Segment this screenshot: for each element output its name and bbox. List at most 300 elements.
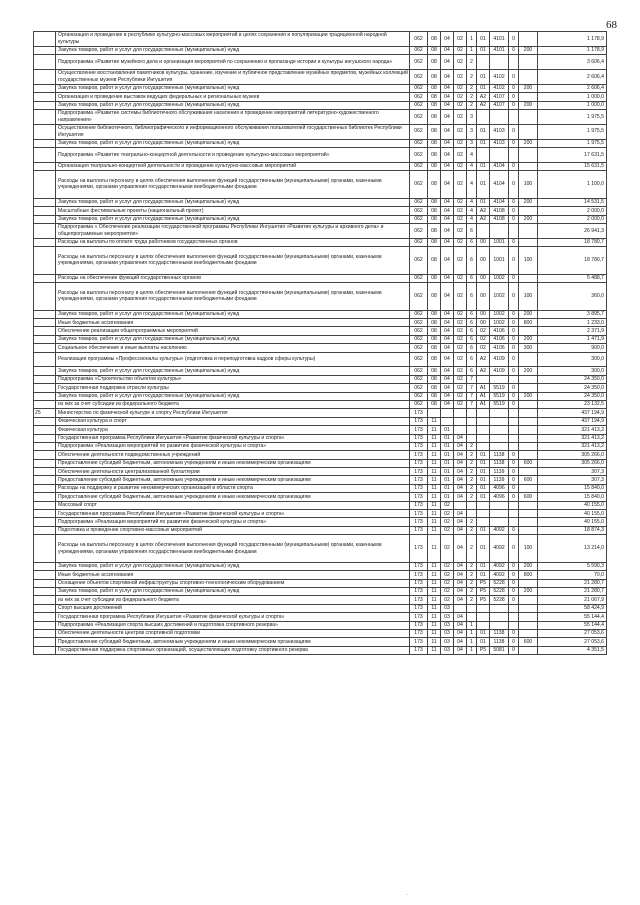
code-expense-type: 200 — [519, 139, 538, 147]
code-ministry: 062 — [410, 139, 428, 147]
code-section: 08 — [428, 171, 441, 199]
row-name: Расходы на выплаты персоналу в целях обеспечения выполнения функций государственными (муниципальными) органами, казенными учреждениями, органами управления государственными внебюджетными фондами — [56, 171, 410, 199]
row-number — [34, 596, 56, 604]
table-row — [34, 426, 607, 434]
code-extra: 0 — [509, 207, 519, 215]
code-extra — [509, 55, 519, 70]
code-event: 01 — [477, 476, 490, 484]
code-extra: 0 — [509, 587, 519, 595]
code-direction: 4096 — [490, 493, 509, 501]
code-subprogram: 2 — [467, 93, 477, 101]
code-section: 08 — [428, 283, 441, 311]
code-direction: 5228 — [490, 587, 509, 595]
row-name: Закупка товаров, работ и услуг для государственных (муниципальных) нужд — [56, 335, 410, 343]
row-sum: 18 780,7 — [538, 238, 607, 246]
row-number — [34, 442, 56, 450]
code-direction: 1002 — [490, 319, 509, 327]
code-direction: 5519 — [490, 392, 509, 400]
code-event — [477, 55, 490, 70]
table-row — [34, 384, 607, 392]
code-program: 02 — [454, 147, 467, 162]
table-row — [34, 571, 607, 579]
code-expense-type — [519, 518, 538, 526]
row-sum: 2 606,4 — [538, 69, 607, 84]
code-extra: 0 — [509, 629, 519, 637]
code-section: 11 — [428, 476, 441, 484]
code-program: 04 — [454, 562, 467, 570]
table-row — [34, 562, 607, 570]
row-sum: 2 000,0 — [538, 215, 607, 223]
code-direction: 1002 — [490, 283, 509, 311]
row-number — [34, 198, 56, 206]
code-program: 02 — [454, 139, 467, 147]
code-direction — [490, 501, 509, 509]
row-name: Расходы на выплаты персоналу в целях обеспечения выполнения функций государственными (муниципальными) органами, казенными учреждениями, органами управления государственными внебюджетными фондами — [56, 283, 410, 311]
code-program: 02 — [454, 84, 467, 92]
code-expense-type — [519, 32, 538, 47]
code-subsection: 04 — [441, 375, 454, 383]
code-expense-type — [519, 352, 538, 367]
table-row — [34, 207, 607, 215]
row-name: Закупка товаров, работ и услуг для государственных (муниципальных) нужд — [56, 392, 410, 400]
code-program: 02 — [454, 319, 467, 327]
row-name: Подпрограмма «Реализация мероприятий по развитию физической культуры и спорта» — [56, 442, 410, 450]
code-extra: 0 — [509, 215, 519, 223]
code-extra: 0 — [509, 638, 519, 646]
code-ministry: 062 — [410, 274, 428, 282]
row-number — [34, 384, 56, 392]
code-section: 08 — [428, 101, 441, 109]
code-subsection: 04 — [441, 162, 454, 170]
code-subsection: 04 — [441, 223, 454, 238]
code-expense-type: 200 — [519, 392, 538, 400]
code-direction — [490, 55, 509, 70]
code-extra: 0 — [509, 124, 519, 139]
code-program: 04 — [454, 629, 467, 637]
code-ministry: 062 — [410, 283, 428, 311]
code-ministry: 173 — [410, 621, 428, 629]
code-subsection: 01 — [441, 493, 454, 501]
table-row — [34, 247, 607, 275]
code-direction: 4108 — [490, 207, 509, 215]
code-event: 02 — [477, 335, 490, 343]
row-number — [34, 604, 56, 612]
code-ministry: 062 — [410, 310, 428, 318]
row-sum: 2 606,4 — [538, 84, 607, 92]
code-direction — [490, 223, 509, 238]
table-row — [34, 352, 607, 367]
code-event: 02 — [477, 327, 490, 335]
table-row — [34, 510, 607, 518]
code-ministry: 173 — [410, 434, 428, 442]
code-section: 11 — [428, 596, 441, 604]
code-subprogram: 1 — [467, 621, 477, 629]
code-event — [477, 375, 490, 383]
row-number — [34, 69, 56, 84]
code-program — [454, 501, 467, 509]
code-subsection: 04 — [441, 215, 454, 223]
code-expense-type: 300 — [519, 344, 538, 352]
code-program: 02 — [454, 327, 467, 335]
code-subprogram: 2 — [467, 587, 477, 595]
row-number — [34, 139, 56, 147]
code-section: 08 — [428, 367, 441, 375]
code-event: 00 — [477, 247, 490, 275]
row-name: Подпрограмма «Реализация спорта высших достижений и подготовка спортивного резерва» — [56, 621, 410, 629]
code-extra: 0 — [509, 84, 519, 92]
table-row — [34, 93, 607, 101]
code-ministry: 173 — [410, 646, 428, 654]
code-subsection: 03 — [441, 629, 454, 637]
code-section: 11 — [428, 621, 441, 629]
row-name: Государственная программа Республики Ингушетия «Развитие физической культуры и спорта» — [56, 510, 410, 518]
row-number — [34, 621, 56, 629]
row-name: Предоставление субсидий бюджетным, автономным учреждениям и иным некоммерческим организациям — [56, 493, 410, 501]
code-direction — [490, 109, 509, 124]
code-extra — [509, 510, 519, 518]
code-subprogram: 4 — [467, 162, 477, 170]
code-event: 01 — [477, 493, 490, 501]
code-subsection: 04 — [441, 124, 454, 139]
table-row — [34, 621, 607, 629]
code-expense-type — [519, 375, 538, 383]
code-subsection — [441, 409, 454, 417]
code-program: 04 — [454, 596, 467, 604]
row-number — [34, 124, 56, 139]
code-subprogram: 6 — [467, 247, 477, 275]
code-subprogram — [467, 434, 477, 442]
row-name: Реализация программы «Профессионалы культуры» (подготовка и переподготовка кадров сферы культуры) — [56, 352, 410, 367]
table-row — [34, 392, 607, 400]
code-event: 01 — [477, 562, 490, 570]
code-section: 11 — [428, 518, 441, 526]
row-sum: 13 214,0 — [538, 535, 607, 563]
code-subprogram: 2 — [467, 84, 477, 92]
code-program: 02 — [454, 46, 467, 54]
code-event — [477, 223, 490, 238]
code-ministry: 173 — [410, 604, 428, 612]
code-section: 08 — [428, 384, 441, 392]
code-extra: 0 — [509, 384, 519, 392]
table-body — [34, 32, 607, 655]
code-direction: 4101 — [490, 32, 509, 47]
code-ministry: 062 — [410, 335, 428, 343]
row-name: Подпрограмма «Развитие музейного дела и организация мероприятий по сохранению и пропаганде истории и культуры ингушского народа» — [56, 55, 410, 70]
code-program: 04 — [454, 459, 467, 467]
code-program — [454, 409, 467, 417]
row-sum: 23 132,5 — [538, 400, 607, 408]
code-event: Р5 — [477, 579, 490, 587]
code-expense-type — [519, 55, 538, 70]
row-sum: 4 351,5 — [538, 646, 607, 654]
row-name: Обеспечение деятельности центров спортивной подготовки — [56, 629, 410, 637]
table-row — [34, 198, 607, 206]
row-number — [34, 93, 56, 101]
code-ministry: 173 — [410, 493, 428, 501]
row-sum: 5 488,7 — [538, 274, 607, 282]
row-name: Закупка товаров, работ и услуг для государственных (муниципальных) нужд — [56, 562, 410, 570]
code-direction: 4106 — [490, 335, 509, 343]
code-event: А1 — [477, 392, 490, 400]
code-subsection: 04 — [441, 171, 454, 199]
code-expense-type — [519, 417, 538, 425]
code-event: 01 — [477, 162, 490, 170]
code-program: 04 — [454, 434, 467, 442]
code-ministry: 062 — [410, 171, 428, 199]
code-subprogram: 7 — [467, 392, 477, 400]
code-section: 11 — [428, 493, 441, 501]
code-program: 04 — [454, 510, 467, 518]
code-event: 01 — [477, 124, 490, 139]
row-sum: 15 840,0 — [538, 484, 607, 492]
row-number — [34, 587, 56, 595]
code-direction — [490, 518, 509, 526]
row-sum: 1 000,0 — [538, 101, 607, 109]
table-row — [34, 646, 607, 654]
code-subsection: 04 — [441, 147, 454, 162]
table-row — [34, 451, 607, 459]
code-subprogram: 1 — [467, 32, 477, 47]
code-section: 08 — [428, 93, 441, 101]
code-subsection: 01 — [441, 434, 454, 442]
code-subsection: 01 — [441, 476, 454, 484]
row-number — [34, 327, 56, 335]
code-section: 11 — [428, 579, 441, 587]
row-sum: 55 144,4 — [538, 613, 607, 621]
table-row — [34, 587, 607, 595]
code-ministry: 062 — [410, 367, 428, 375]
row-number — [34, 426, 56, 434]
table-row — [34, 55, 607, 70]
row-number — [34, 375, 56, 383]
row-number — [34, 247, 56, 275]
code-event: А1 — [477, 384, 490, 392]
code-event: А2 — [477, 93, 490, 101]
code-event: 00 — [477, 319, 490, 327]
code-expense-type: 600 — [519, 476, 538, 484]
code-subprogram: 2 — [467, 571, 477, 579]
code-subsection: 04 — [441, 327, 454, 335]
row-number — [34, 476, 56, 484]
code-program: 04 — [454, 638, 467, 646]
code-subprogram: 2 — [467, 468, 477, 476]
code-direction: 4102 — [490, 69, 509, 84]
code-ministry: 062 — [410, 344, 428, 352]
row-sum: 21 067,9 — [538, 596, 607, 604]
code-expense-type — [519, 147, 538, 162]
code-event: А2 — [477, 207, 490, 215]
code-expense-type — [519, 501, 538, 509]
code-subsection: 04 — [441, 335, 454, 343]
code-event: 01 — [477, 571, 490, 579]
row-sum: 307,3 — [538, 476, 607, 484]
code-extra: 0 — [509, 451, 519, 459]
table-row — [34, 579, 607, 587]
row-number — [34, 283, 56, 311]
code-extra: 0 — [509, 352, 519, 367]
code-ministry: 062 — [410, 109, 428, 124]
code-program: 02 — [454, 352, 467, 367]
code-subprogram: 4 — [467, 171, 477, 199]
code-direction — [490, 147, 509, 162]
row-number — [34, 319, 56, 327]
code-subsection: 04 — [441, 93, 454, 101]
code-event: 01 — [477, 46, 490, 54]
table-row — [34, 46, 607, 54]
code-subprogram: 2 — [467, 562, 477, 570]
code-subsection: 02 — [441, 510, 454, 518]
code-event: 01 — [477, 638, 490, 646]
code-program: 02 — [454, 93, 467, 101]
code-section: 08 — [428, 162, 441, 170]
table-row — [34, 274, 607, 282]
code-subsection: 03 — [441, 604, 454, 612]
code-section: 08 — [428, 375, 441, 383]
code-event: А2 — [477, 352, 490, 367]
row-sum: 21 280,7 — [538, 579, 607, 587]
code-section: 11 — [428, 459, 441, 467]
code-subsection: 01 — [441, 451, 454, 459]
code-section: 11 — [428, 510, 441, 518]
code-program: 02 — [454, 238, 467, 246]
row-name: Масштабные фестивальные проекты (национальный проект) — [56, 207, 410, 215]
row-name: Государственная программа Республики Ингушетия «Развитие физической культуры и спорта» — [56, 613, 410, 621]
code-subsection: 02 — [441, 579, 454, 587]
code-event: Р5 — [477, 646, 490, 654]
code-subprogram: 2 — [467, 596, 477, 604]
code-expense-type — [519, 526, 538, 534]
row-number — [34, 434, 56, 442]
row-number — [34, 335, 56, 343]
code-event: Р5 — [477, 587, 490, 595]
code-ministry: 062 — [410, 384, 428, 392]
row-sum: 17 631,5 — [538, 147, 607, 162]
code-event — [477, 510, 490, 518]
table-row — [34, 434, 607, 442]
row-sum: 21 280,7 — [538, 587, 607, 595]
row-number — [34, 367, 56, 375]
code-direction: 4104 — [490, 171, 509, 199]
code-subprogram: 4 — [467, 147, 477, 162]
code-section: 08 — [428, 215, 441, 223]
code-direction: 1138 — [490, 451, 509, 459]
code-subsection: 02 — [441, 562, 454, 570]
code-extra: 0 — [509, 93, 519, 101]
row-number: 25 — [34, 409, 56, 417]
code-event — [477, 409, 490, 417]
table-row — [34, 223, 607, 238]
code-event: 01 — [477, 139, 490, 147]
row-number — [34, 468, 56, 476]
code-subprogram: 2 — [467, 579, 477, 587]
code-subsection: 04 — [441, 84, 454, 92]
row-number — [34, 32, 56, 47]
code-subprogram: 6 — [467, 223, 477, 238]
code-extra: 0 — [509, 367, 519, 375]
row-name: Расходы на выплаты персоналу в целях обеспечения выполнения функций государственными (муниципальными) органами, казенными учреждениями, органами управления государственными внебюджетными фондами — [56, 247, 410, 275]
code-extra — [509, 409, 519, 417]
row-name: из них за счет субсидии из федерального бюджета — [56, 596, 410, 604]
code-ministry: 062 — [410, 198, 428, 206]
table-row — [34, 69, 607, 84]
code-subprogram: 4 — [467, 207, 477, 215]
code-section: 11 — [428, 629, 441, 637]
code-subsection: 04 — [441, 400, 454, 408]
code-program: 02 — [454, 55, 467, 70]
row-sum: 900,0 — [538, 344, 607, 352]
table-row — [34, 344, 607, 352]
code-section: 11 — [428, 638, 441, 646]
code-direction — [490, 426, 509, 434]
row-name: Осуществление библиотечного, библиографического и информационного обслуживания пользователей государственных библиотек Республики Ингушетия — [56, 124, 410, 139]
code-expense-type — [519, 238, 538, 246]
code-subsection: 04 — [441, 392, 454, 400]
code-subprogram: 3 — [467, 109, 477, 124]
table-row — [34, 476, 607, 484]
code-program: 02 — [454, 392, 467, 400]
code-ministry: 173 — [410, 518, 428, 526]
code-ministry: 173 — [410, 613, 428, 621]
code-extra: 0 — [509, 535, 519, 563]
code-ministry: 173 — [410, 476, 428, 484]
code-extra: 0 — [509, 596, 519, 604]
code-ministry: 173 — [410, 426, 428, 434]
row-sum: 1 178,9 — [538, 32, 607, 47]
code-section: 08 — [428, 335, 441, 343]
code-direction: 4102 — [490, 84, 509, 92]
code-expense-type — [519, 223, 538, 238]
row-name: Подпрограмма «Развитие театрально-концертной деятельности и проведение культурно-массовых мероприятий» — [56, 147, 410, 162]
row-sum: 40 155,0 — [538, 510, 607, 518]
code-ministry: 173 — [410, 442, 428, 450]
code-direction: 5228 — [490, 596, 509, 604]
code-ministry: 062 — [410, 352, 428, 367]
table-row — [34, 518, 607, 526]
code-subprogram: 6 — [467, 344, 477, 352]
code-section: 08 — [428, 124, 441, 139]
row-number — [34, 518, 56, 526]
row-name: Расходы на обеспечение функций государственных органов — [56, 274, 410, 282]
code-extra — [509, 604, 519, 612]
code-section: 08 — [428, 392, 441, 400]
code-program — [454, 426, 467, 434]
code-subsection: 04 — [441, 344, 454, 352]
code-subprogram — [467, 613, 477, 621]
table-row — [34, 327, 607, 335]
row-name: Государственная поддержка отрасли культуры — [56, 384, 410, 392]
code-section: 11 — [428, 501, 441, 509]
code-event: 02 — [477, 344, 490, 352]
code-extra: 0 — [509, 646, 519, 654]
row-name: Государственная поддержка спортивных организаций, осуществляющих подготовку спортивного резерва — [56, 646, 410, 654]
code-direction: 1138 — [490, 638, 509, 646]
code-program: 04 — [454, 451, 467, 459]
code-direction: 5519 — [490, 384, 509, 392]
code-subsection: 04 — [441, 101, 454, 109]
code-ministry: 062 — [410, 147, 428, 162]
row-sum: 321 413,2 — [538, 442, 607, 450]
row-sum: 437 194,9 — [538, 409, 607, 417]
code-event — [477, 434, 490, 442]
code-subprogram: 1 — [467, 629, 477, 637]
code-direction: 1002 — [490, 310, 509, 318]
code-expense-type: 200 — [519, 215, 538, 223]
code-extra: 0 — [509, 392, 519, 400]
code-direction: 4107 — [490, 101, 509, 109]
row-number — [34, 344, 56, 352]
code-expense-type: 200 — [519, 562, 538, 570]
code-extra: 0 — [509, 46, 519, 54]
